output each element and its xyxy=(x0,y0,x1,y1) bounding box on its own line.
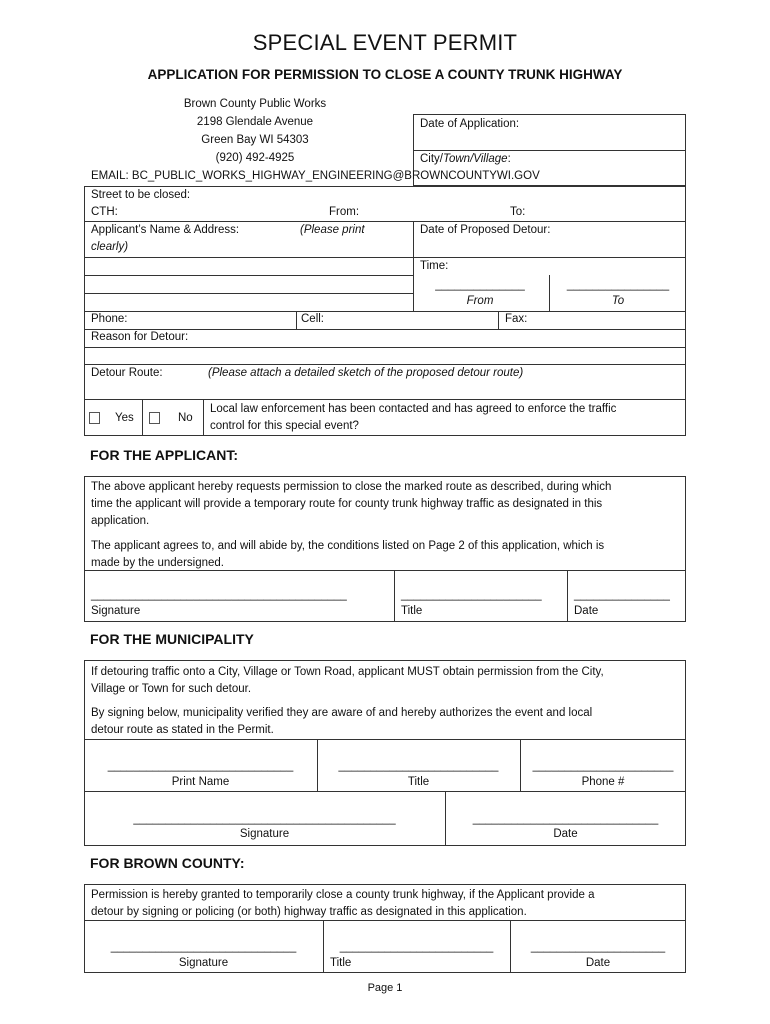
detour-route-label: Detour Route: xyxy=(91,367,163,379)
contact-email[interactable]: EMAIL: BC_PUBLIC_WORKS_HIGHWAY_ENGINEERING@BROWNCOUNTYWI.GOV xyxy=(91,170,540,182)
applicant-section-heading: FOR THE APPLICANT: xyxy=(90,447,239,463)
applicant-para1-line3: application. xyxy=(91,515,150,527)
page-title: SPECIAL EVENT PERMIT xyxy=(252,30,518,55)
time-from-label: From xyxy=(466,295,494,307)
municipality-print-name-label: Print Name xyxy=(171,776,230,788)
municipality-para1-line1: If detouring traffic onto a City, Village or Town Road, applicant MUST obtain permission from the City, xyxy=(91,666,604,678)
yes-label: Yes xyxy=(115,412,134,424)
municipality-phone-line[interactable]: ______________________ xyxy=(532,760,674,772)
time-from-line: ______________ xyxy=(435,279,525,291)
applicant-date-label: Date xyxy=(574,605,599,617)
applicant-para2-line2: made by the undersigned. xyxy=(91,557,224,569)
municipality-print-name-line[interactable]: _____________________________ xyxy=(107,760,294,772)
municipality-date-label: Date xyxy=(553,828,578,840)
page-number: Page 1 xyxy=(367,982,403,994)
applicant-para1-line2: time the applicant will provide a temporary route for county trunk highway traffic as designated in this xyxy=(91,498,603,510)
from-label: From: xyxy=(329,206,360,218)
detour-route-note: (Please attach a detailed sketch of the proposed detour route) xyxy=(208,367,524,379)
please-print-note-cont: clearly) xyxy=(91,241,129,253)
law-enforcement-question-line1: Local law enforcement has been contacted and has agreed to enforce the traffic xyxy=(210,403,617,415)
municipality-title-label: Title xyxy=(407,776,430,788)
street-to-be-closed-label: Street to be closed: xyxy=(91,189,191,201)
page-subtitle: APPLICATION FOR PERMISSION TO CLOSE A COUNTY TRUNK HIGHWAY xyxy=(147,67,623,82)
no-label: No xyxy=(178,412,193,424)
applicant-title-line[interactable]: ______________________ xyxy=(401,589,542,601)
please-print-note: (Please print xyxy=(300,224,365,236)
municipality-signature-line[interactable]: _________________________________________ xyxy=(133,813,396,825)
date-of-proposed-detour-label: Date of Proposed Detour: xyxy=(420,224,551,236)
county-title-line[interactable]: ________________________ xyxy=(339,941,494,953)
county-para-line2: detour by signing or policing (or both) highway traffic as designated in this application. xyxy=(91,906,527,918)
date-of-application-label: Date of Application: xyxy=(420,118,520,130)
county-section-heading: FOR BROWN COUNTY: xyxy=(90,855,245,871)
address-line-1: Brown County Public Works xyxy=(183,98,327,110)
to-label: To: xyxy=(510,206,526,218)
municipality-title-line[interactable]: _________________________ xyxy=(338,760,499,772)
city-town-village-label: City/Town/Village: xyxy=(420,153,511,165)
municipality-para2-line2: detour route as stated in the Permit. xyxy=(91,724,274,736)
yes-checkbox[interactable] xyxy=(89,412,100,424)
phone-label: Phone: xyxy=(91,313,128,325)
county-date-line[interactable]: _____________________ xyxy=(530,941,666,953)
time-label: Time: xyxy=(420,260,449,272)
municipality-para1-line2: Village or Town for such detour. xyxy=(91,683,252,695)
applicant-name-address-label: Applicant’s Name & Address: xyxy=(91,224,240,236)
applicant-title-label: Title xyxy=(401,605,423,617)
applicant-signature-label: Signature xyxy=(91,605,141,617)
county-date-label: Date xyxy=(585,957,611,969)
time-to-line: ________________ xyxy=(566,279,670,291)
applicant-date-line[interactable]: _______________ xyxy=(574,589,670,601)
law-enforcement-question-line2: control for this special event? xyxy=(210,420,359,432)
municipality-signature-label: Signature xyxy=(239,828,290,840)
reason-for-detour-label: Reason for Detour: xyxy=(91,331,189,343)
municipality-date-line[interactable]: _____________________________ xyxy=(472,813,659,825)
fax-label: Fax: xyxy=(505,313,528,325)
applicant-para2-line1: The applicant agrees to, and will abide by, the conditions listed on Page 2 of this application, which is xyxy=(91,540,605,552)
municipality-phone-label: Phone # xyxy=(581,776,625,788)
address-line-3: Green Bay WI 54303 xyxy=(201,134,309,146)
county-signature-label: Signature xyxy=(178,957,229,969)
county-para-line1: Permission is hereby granted to temporarily close a county trunk highway, if the Applicant provide a xyxy=(91,889,595,901)
time-to-label: To xyxy=(611,295,625,307)
address-line-2: 2198 Glendale Avenue xyxy=(196,116,314,128)
address-line-4: (920) 492-4925 xyxy=(215,152,295,164)
county-title-label: Title xyxy=(330,957,352,969)
applicant-signature-line[interactable]: ________________________________________ xyxy=(91,589,347,601)
cell-label: Cell: xyxy=(301,313,325,325)
no-checkbox[interactable] xyxy=(149,412,160,424)
county-signature-line[interactable]: _____________________________ xyxy=(110,941,297,953)
municipality-section-heading: FOR THE MUNICIPALITY xyxy=(90,631,254,647)
municipality-para2-line1: By signing below, municipality verified they are aware of and hereby authorizes the event and local xyxy=(91,707,593,719)
cth-label: CTH: xyxy=(91,206,118,218)
applicant-para1-line1: The above applicant hereby requests permission to close the marked route as described, during which xyxy=(91,481,612,493)
